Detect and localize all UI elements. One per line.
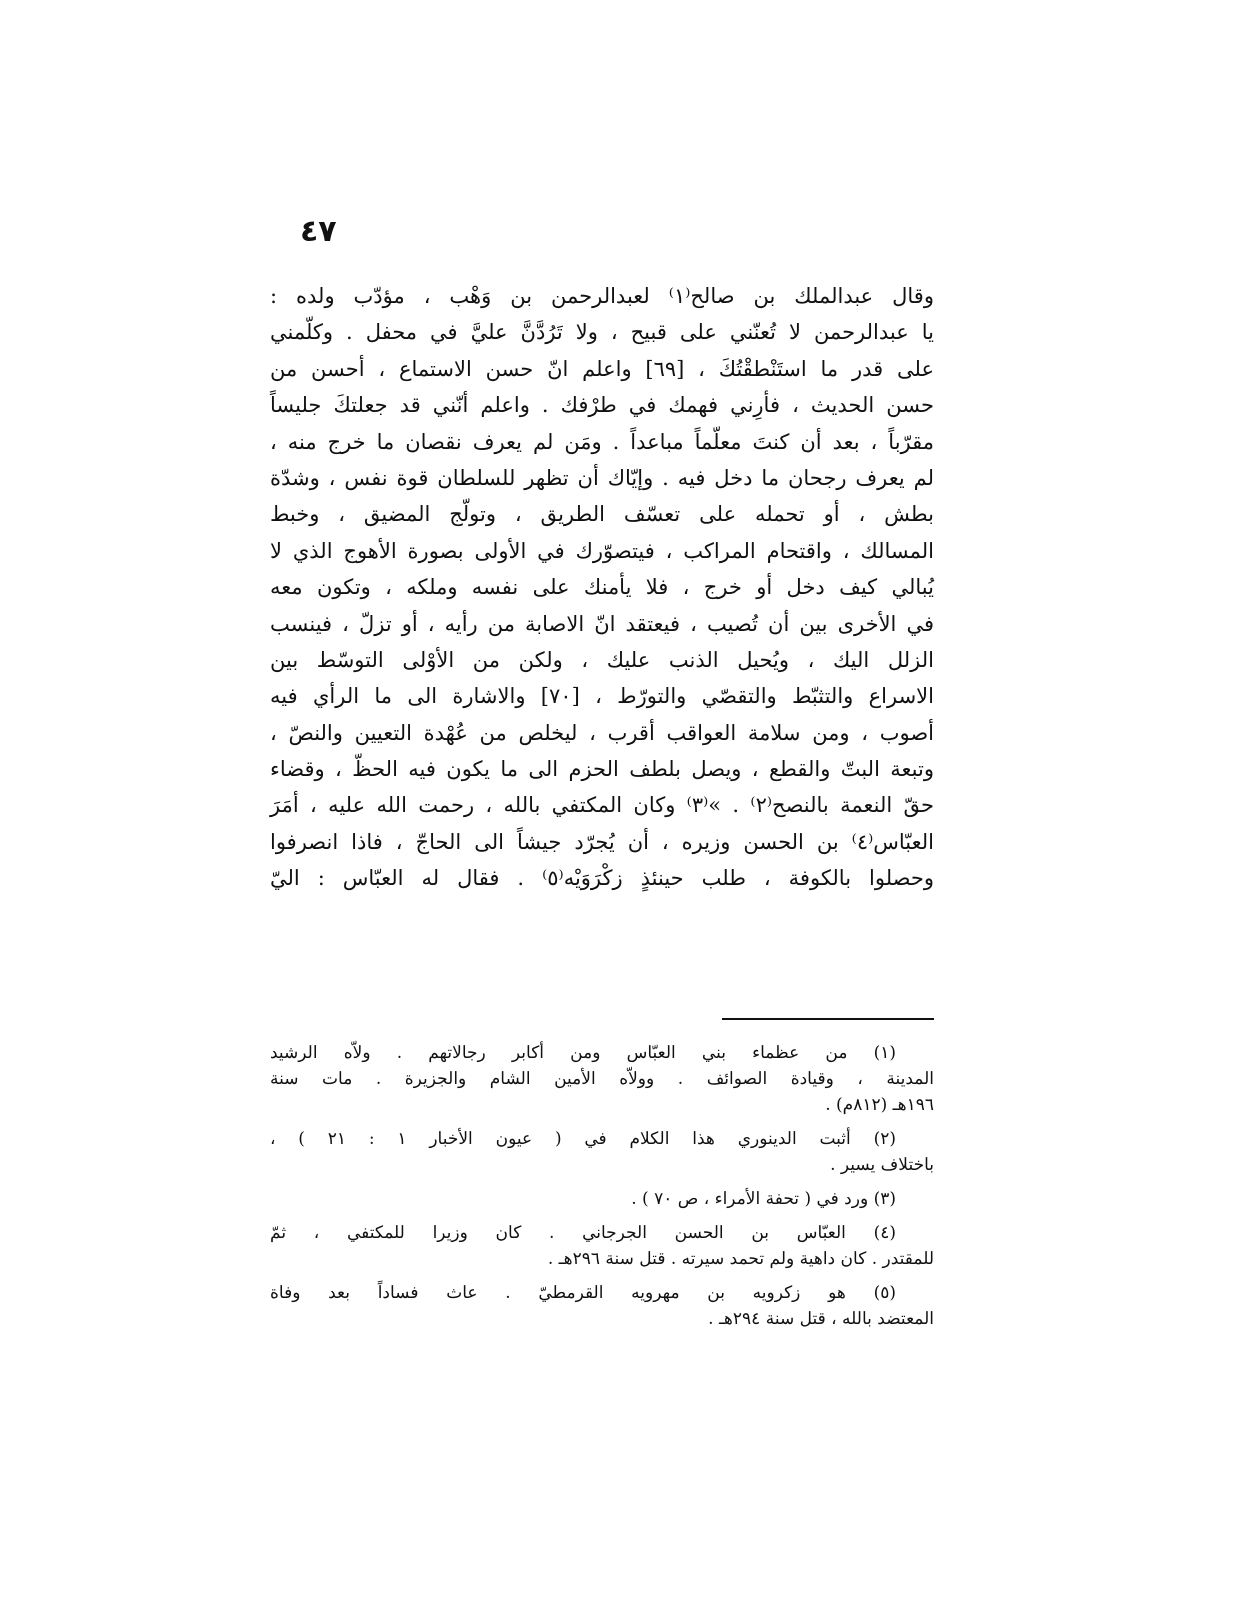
footnote-separator (722, 1018, 934, 1020)
footnote-line: للمقتدر . كان داهية ولم تحمد سيرته . قتل سنة ٢٩٦هـ . (547, 1249, 934, 1269)
text-line: يُبالي كيف دخل أو خرج ، فلا يأمنك على نفسه وملكه ، وتكون معه (270, 575, 934, 600)
footnote-line: (١) من عظماء بني العبّاس ومن أكابر رجالاتهم . ولاّه الرشيد (270, 1043, 896, 1063)
footnote-line: (٣) ورد في ( تحفة الأمراء ، ص ٧٠ ) . (631, 1189, 896, 1209)
text-line: لم يعرف رجحان ما دخل فيه . وإيّاك أن تظهر للسلطان قوة نفس ، وشدّة (270, 465, 934, 490)
text-line: على قدر ما استَنْطقْتُكَ ، [٦٩] واعلم انّ حسن الاستماع ، أحسن من (270, 356, 934, 381)
footnotes (270, 1040, 934, 1340)
text-line: الزلل اليك ، ويُحيل الذنب عليك ، ولكن من الأوْلى التوسّط بين (270, 647, 934, 672)
page-number: ٤٧ (300, 214, 337, 249)
footnote-3 (270, 1186, 934, 1212)
text-line: بطش ، أو تحمله على تعسّف الطريق ، وتولّج المضيق ، وخبط (270, 502, 934, 527)
footnote-line: (٥) هو زكرويه بن مهرويه القرمطيّ . عاث فساداً بعد وفاة (270, 1283, 896, 1303)
main-text (270, 278, 934, 897)
text-line: وحصلوا بالكوفة ، طلب حينئذٍ زكْرَوَيْه⁽٥⁾ . فقال له العبّاس : اليّ (270, 866, 935, 891)
footnote-line: (٢) أثبت الدينوري هذا الكلام في ( عيون الأخبار ١ : ٢١ ) ، (270, 1129, 896, 1149)
footnote-line: باختلاف يسير . (830, 1155, 934, 1175)
text-line: حسن الحديث ، فأرِني فهمك في طرْفك . واعلم أنّني قد جعلتكَ جليساً (270, 393, 934, 418)
footnote-line: المدينة ، وقيادة الصوائف . وولاّه الأمين الشام والجزيرة . مات سنة (270, 1069, 934, 1089)
text-line: الاسراع والتثبّط والتقصّي والتورّط ، [٧٠] والاشارة الى ما الرأي فيه (270, 684, 934, 709)
text-line: وقال عبدالملك بن صالح⁽١⁾ لعبدالرحمن بن وَهْب ، مؤدّب ولده : (270, 284, 934, 308)
footnote-line: ١٩٦هـ (٨١٢م) . (825, 1095, 934, 1115)
text-line: العبّاس⁽٤⁾ بن الحسن وزيره ، أن يُجرّد جيشاً الى الحاجّ ، فاذا انصرفوا (270, 829, 934, 854)
footnote-2 (270, 1126, 934, 1178)
footnote-4 (270, 1220, 934, 1272)
footnote-1 (270, 1040, 934, 1118)
text-line: حقّ النعمة بالنصح⁽٢⁾ . »⁽٣⁾ وكان المكتفي بالله ، رحمت الله عليه ، أمَرَ (270, 793, 934, 818)
text-line: أصوب ، ومن سلامة العواقب أقرب ، ليخلص من عُهْدة التعيين والنصّ ، (270, 720, 934, 745)
text-line: مقرّباً ، بعد أن كنتَ معلّماً مباعداً . ومَن لم يعرف نقصان ما خرج منه ، (270, 429, 934, 454)
footnote-5 (270, 1280, 934, 1332)
footnote-line: (٤) العبّاس بن الحسن الجرجاني . كان وزيرا للمكتفي ، ثمّ (270, 1223, 896, 1243)
text-line: وتبعة البتّ والقطع ، ويصل بلطف الحزم الى ما يكون فيه الحظّ ، وقضاء (270, 757, 934, 782)
text-line: يا عبدالرحمن لا تُعنّني على قبيح ، ولا تَرُدَّنَّ عليَّ في محفل . وكلّمني (270, 320, 934, 345)
text-line: المسالك ، واقتحام المراكب ، فيتصوّرك في الأولى بصورة الأهوج الذي لا (270, 538, 934, 563)
text-line: في الأخرى بين أن تُصيب ، فيعتقد انّ الاصابة من رأيه ، أو تزلّ ، فينسب (270, 611, 934, 636)
footnote-line: المعتضد بالله ، قتل سنة ٢٩٤هـ . (708, 1309, 934, 1329)
